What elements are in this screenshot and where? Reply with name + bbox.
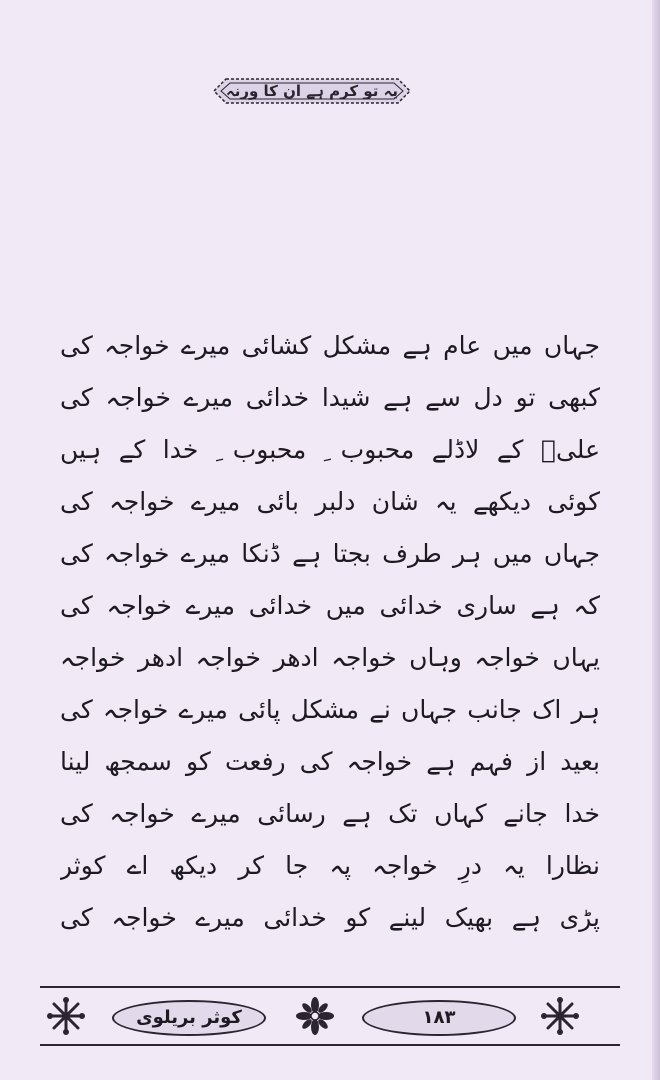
footer-rule-bottom: [40, 1044, 620, 1046]
header-banner: [212, 76, 412, 106]
verse-line: خدا جانے کہاں تک ہے رسائی میرے خواجہ کی: [60, 799, 600, 828]
verse-line: ہر اک جانب جہاں نے مشکل پائی میرے خواجہ کی: [60, 695, 600, 724]
verse-line: جہاں میں عام ہے مشکل کشائی میرے خواجہ کی: [60, 331, 600, 360]
footer-rule-top: [40, 986, 620, 988]
footer-band: [40, 986, 620, 1048]
poet-name: کوثر بریلوی: [112, 1000, 266, 1036]
asterisk-ornament-icon: [540, 996, 580, 1036]
verse-line: کوئی دیکھے یہ شان دلبر بائی میرے خواجہ کی: [60, 487, 600, 516]
verse-line: جہاں میں ہر طرف بجتا ہے ڈنکا میرے خواجہ کی: [60, 539, 600, 568]
asterisk-ornament-icon: [46, 996, 86, 1036]
flower-ornament-icon: [295, 996, 335, 1036]
poem-body: [60, 320, 600, 944]
verse-line: کہ ہے ساری خدائی میں خدائی میرے خواجہ کی: [60, 591, 600, 620]
verse-line: کبھی تو دل سے ہے شیدا خدائی میرے خواجہ کی: [60, 383, 600, 412]
page-edge: [652, 0, 660, 1080]
verse-line: پڑی ہے بھیک لینے کو خدائی میرے خواجہ کی: [60, 903, 600, 932]
page-number: ۱۸۳: [362, 1000, 516, 1036]
header-title: یہ تو کرم ہے ان کا ورنہ: [225, 82, 399, 100]
verse-line: یہاں خواجہ وہاں خواجہ ادھر خواجہ ادھر خواجہ: [60, 643, 600, 672]
verse-line: بعید از فہم ہے خواجہ کی رفعت کو سمجھ لینا: [60, 747, 600, 776]
verse-line: نظارا یہ درِ خواجہ پہ جا کر دیکھ اے کوثر: [60, 851, 600, 880]
verse-line: علیؑ کے لاڈلے محبوب ِ محبوب ِ خدا کے ہیں: [60, 435, 600, 464]
